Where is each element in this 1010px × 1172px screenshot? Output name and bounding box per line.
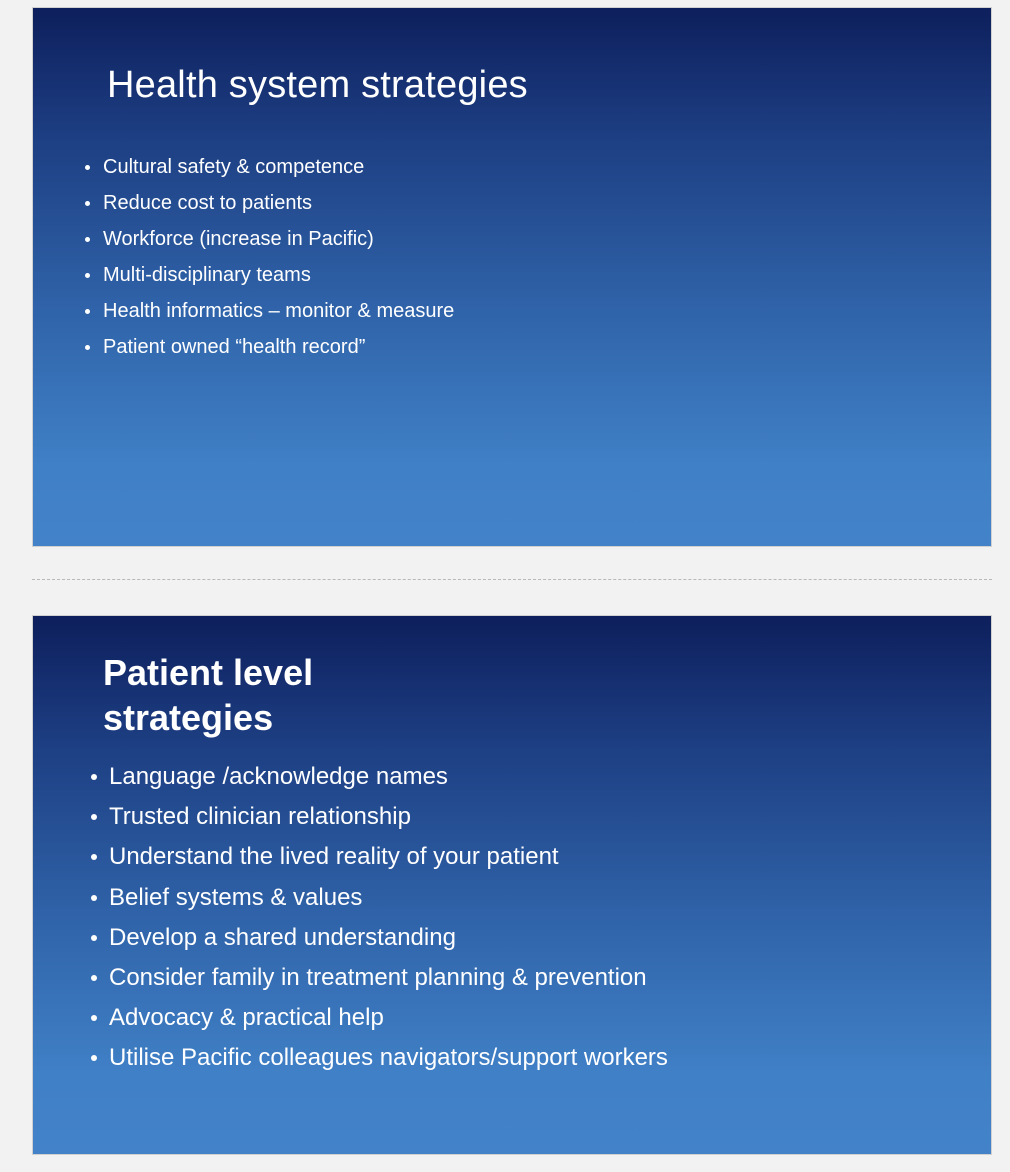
bullet-item: Patient owned “health record” [83, 334, 454, 370]
bullet-item: Multi-disciplinary teams [83, 262, 454, 298]
slide-title-line: Patient level [103, 652, 314, 693]
bullet-item: Belief systems & values [89, 883, 668, 923]
slide-title: Health system strategies [107, 64, 528, 106]
bullet-item: Understand the lived reality of your patient [89, 842, 668, 882]
bullet-item: Workforce (increase in Pacific) [83, 226, 454, 262]
slide-title [103, 650, 313, 740]
slide-patient-level-strategies[interactable] [32, 615, 992, 1155]
bullet-item: Cultural safety & competence [83, 154, 454, 190]
slide-title-line: strategies [103, 697, 274, 738]
bullet-item: Language /acknowledge names [89, 762, 668, 802]
bullet-item: Trusted clinician relationship [89, 802, 668, 842]
bullet-item: Utilise Pacific colleagues navigators/support workers [89, 1043, 668, 1083]
bullet-list [83, 154, 454, 370]
bullet-item: Advocacy & practical help [89, 1003, 668, 1043]
bullet-list [89, 762, 668, 1084]
slide-separator [32, 579, 992, 580]
bullet-item: Reduce cost to patients [83, 190, 454, 226]
slide-health-system-strategies[interactable] [32, 7, 992, 547]
bullet-item: Health informatics – monitor & measure [83, 298, 454, 334]
bullet-item: Consider family in treatment planning & prevention [89, 963, 668, 1003]
bullet-item: Develop a shared understanding [89, 923, 668, 963]
